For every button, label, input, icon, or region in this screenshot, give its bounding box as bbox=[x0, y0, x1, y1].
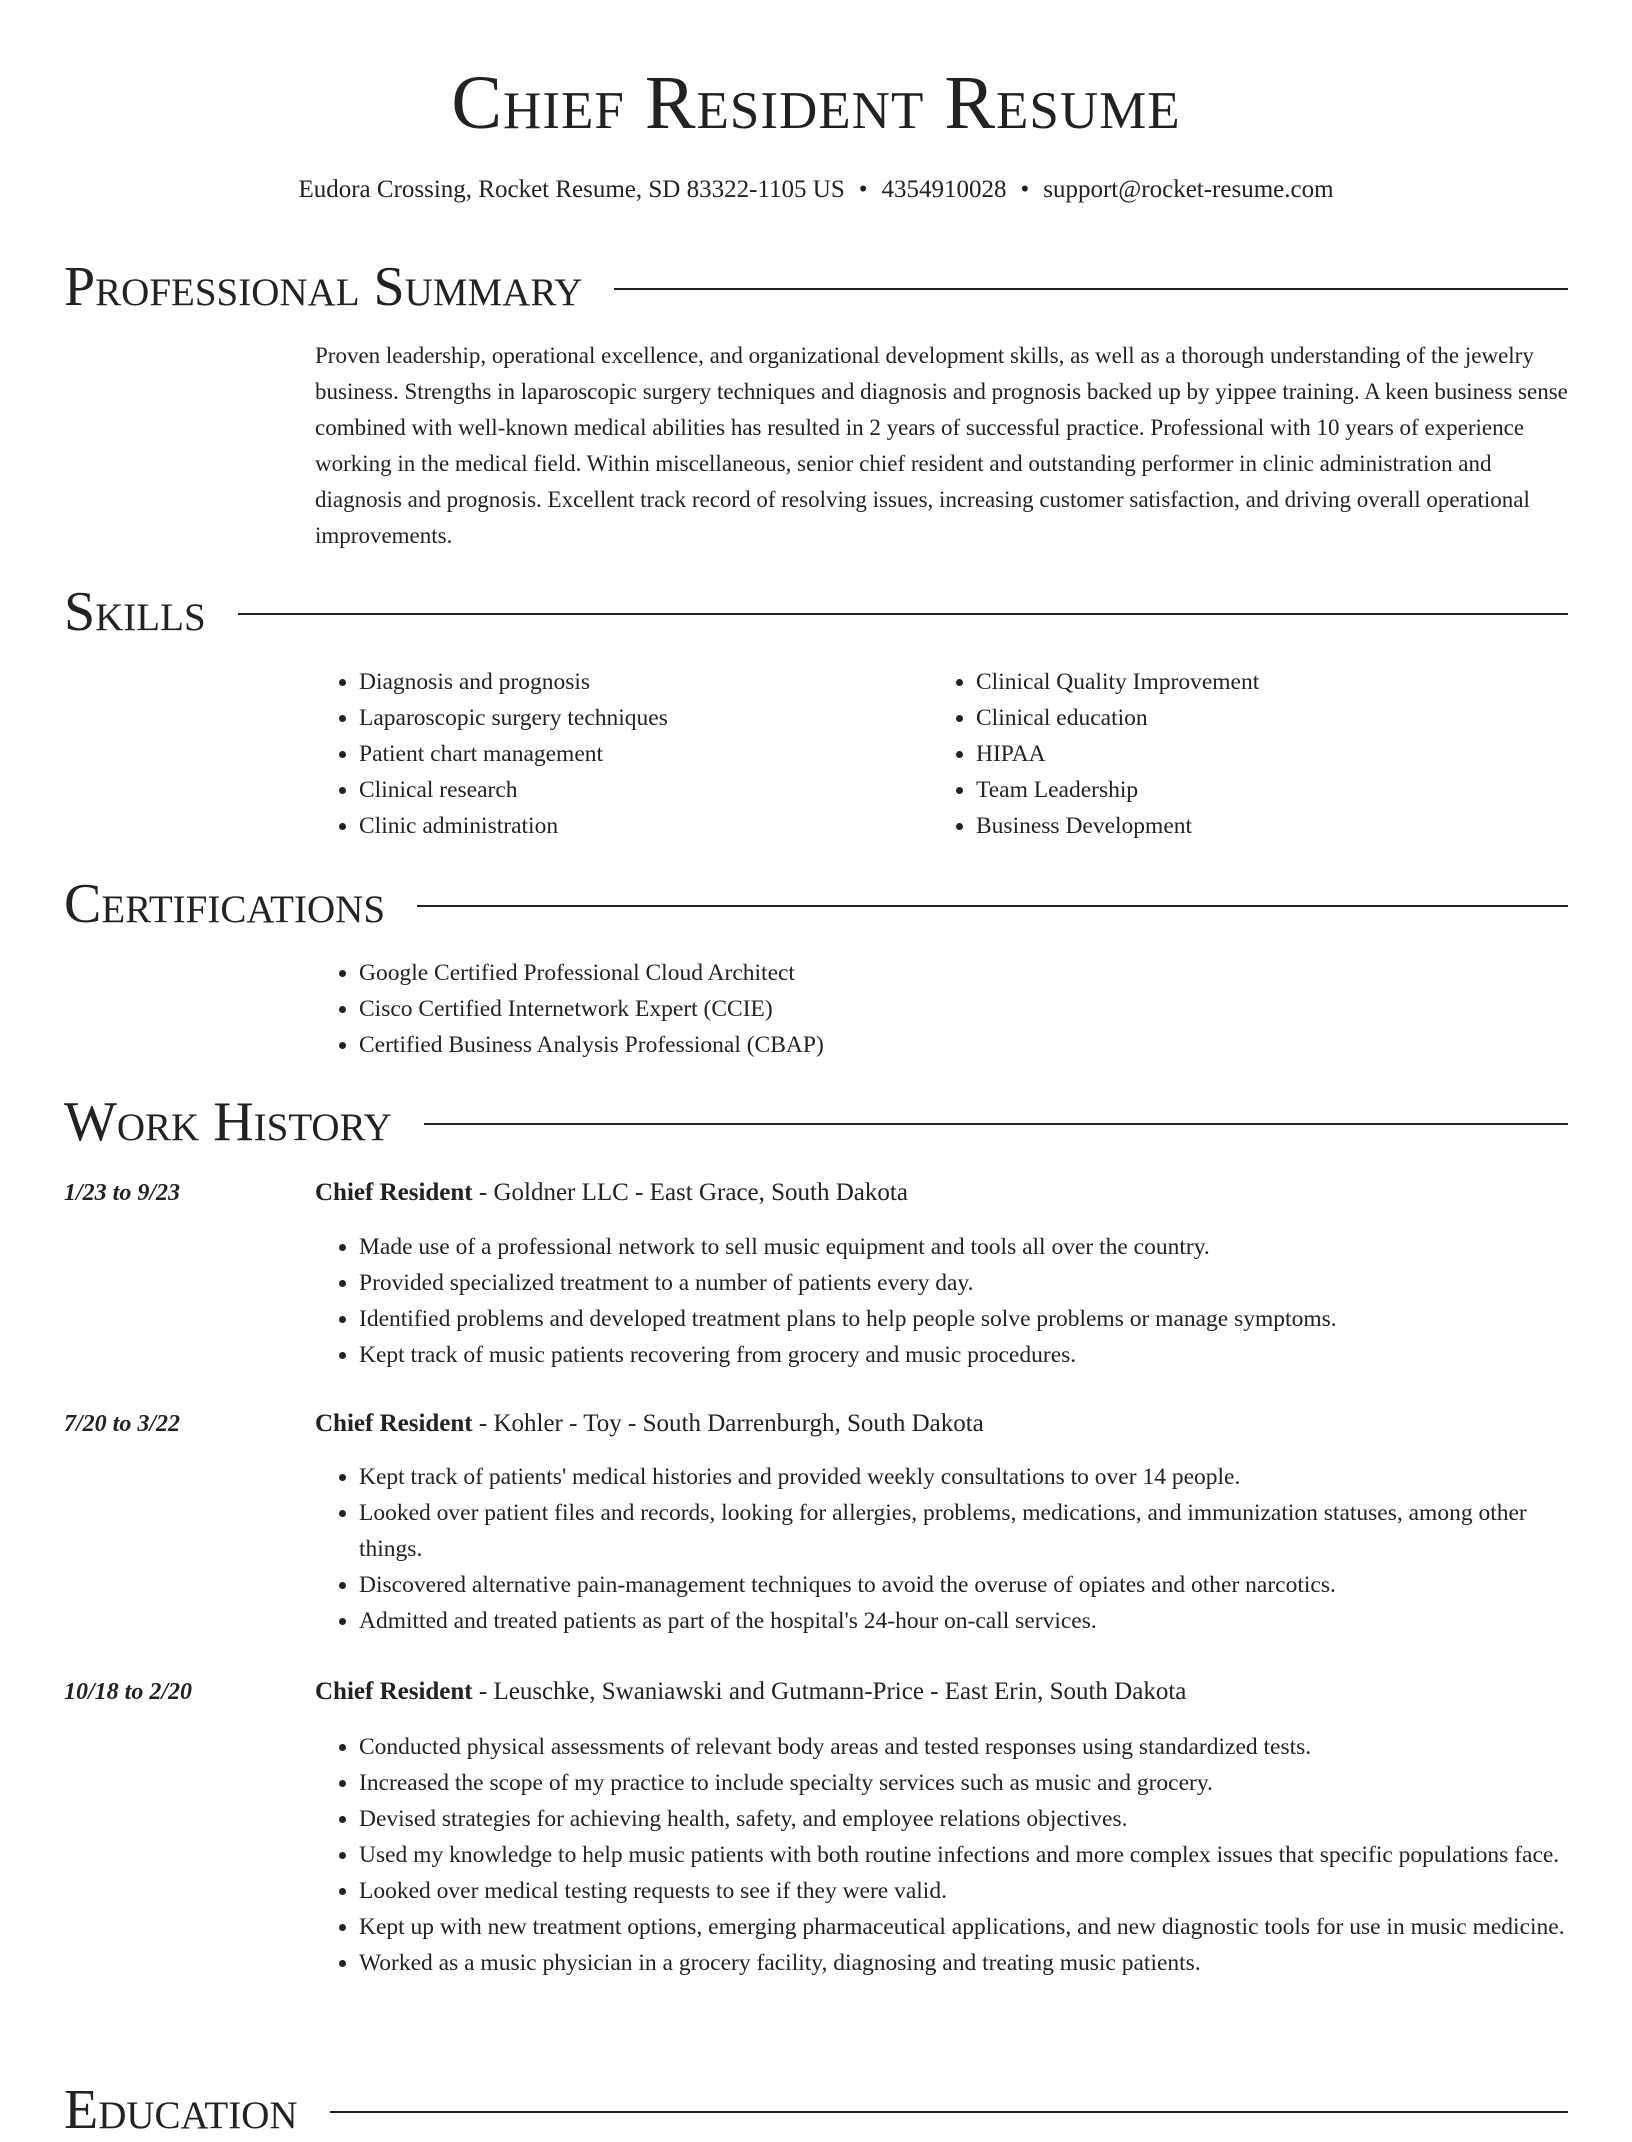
job-dates: 10/18 to 2/20 bbox=[64, 1679, 193, 1705]
contact-separator: • bbox=[858, 176, 868, 203]
section-divider bbox=[330, 2111, 1568, 2113]
job-duty-item: • Made use of a professional network to sell music equipment and tools all over the country. bbox=[359, 1229, 1568, 1265]
section-title-summary: Professional Summary bbox=[64, 256, 583, 318]
section-header-certifications bbox=[64, 872, 1568, 936]
contact-phone: 4354910028 bbox=[881, 176, 1007, 203]
job-title-line bbox=[315, 1406, 1568, 1442]
job-duty-item: • Identified problems and developed treatment plans to help people solve problems or manage symptoms. bbox=[359, 1301, 1568, 1337]
certification-item: • Cisco Certified Internetwork Expert (CCIE) bbox=[359, 991, 1568, 1027]
job-duties bbox=[315, 1459, 1568, 1639]
certification-item: • Certified Business Analysis Professional (CBAP) bbox=[359, 1027, 1568, 1063]
job-title-line bbox=[315, 1175, 1568, 1211]
skills-column-right bbox=[932, 664, 1549, 844]
job-duty-item: • Provided specialized treatment to a number of patients every day. bbox=[359, 1265, 1568, 1301]
section-divider bbox=[424, 1123, 1568, 1125]
job-title-line bbox=[315, 1674, 1568, 1710]
section-header-work-history bbox=[64, 1090, 1568, 1154]
skill-item: • Diagnosis and prognosis bbox=[359, 664, 932, 700]
skill-item: • Clinic administration bbox=[359, 808, 932, 844]
section-header-education bbox=[64, 2078, 1568, 2142]
job-duty-item: • Discovered alternative pain-management techniques to avoid the overuse of opiates and other narcotics. bbox=[359, 1567, 1568, 1603]
job-duty-item: • Looked over patient files and records, looking for allergies, problems, medications, and immunization statuses, among other things. bbox=[359, 1495, 1568, 1567]
certifications-list bbox=[315, 955, 1568, 1063]
job-duty-item: • Admitted and treated patients as part of the hospital's 24-hour on-call services. bbox=[359, 1603, 1568, 1639]
skill-item: • HIPAA bbox=[976, 736, 1549, 772]
job-duty-item: • Used my knowledge to help music patients with both routine infections and more complex issues that specific populations face. bbox=[359, 1837, 1568, 1873]
certification-item: • Google Certified Professional Cloud Architect bbox=[359, 955, 1568, 991]
contact-line bbox=[0, 172, 1632, 208]
job-dates: 1/23 to 9/23 bbox=[64, 1180, 181, 1206]
job-duty-item: • Conducted physical assessments of relevant body areas and tested responses using standardized tests. bbox=[359, 1729, 1568, 1765]
skill-item: • Patient chart management bbox=[359, 736, 932, 772]
job-duty-item: • Kept up with new treatment options, emerging pharmaceutical applications, and new diagnostic tools for use in music medicine. bbox=[359, 1909, 1568, 1945]
section-header-summary bbox=[64, 255, 1568, 319]
skill-item: • Business Development bbox=[976, 808, 1549, 844]
job-role: Chief Resident bbox=[315, 1410, 473, 1437]
job-duties bbox=[315, 1229, 1568, 1373]
skill-item: • Clinical research bbox=[359, 772, 932, 808]
job-duty-item: • Devised strategies for achieving health, safety, and employee relations objectives. bbox=[359, 1801, 1568, 1837]
job-duties bbox=[315, 1729, 1568, 1981]
job-duty-item: • Increased the scope of my practice to include specialty services such as music and grocery. bbox=[359, 1765, 1568, 1801]
skill-item: • Clinical education bbox=[976, 700, 1549, 736]
section-title-certifications: Certifications bbox=[64, 873, 386, 935]
job-duty-item: • Worked as a music physician in a grocery facility, diagnosing and treating music patients. bbox=[359, 1945, 1568, 1981]
job-duty-item: • Kept track of patients' medical histories and provided weekly consultations to over 14 people. bbox=[359, 1459, 1568, 1495]
job-role: Chief Resident bbox=[315, 1678, 473, 1705]
skills-column-left bbox=[315, 664, 932, 844]
section-title-skills: Skills bbox=[64, 581, 206, 643]
skill-item: • Clinical Quality Improvement bbox=[976, 664, 1549, 700]
skill-item: • Team Leadership bbox=[976, 772, 1549, 808]
contact-separator: • bbox=[1020, 176, 1030, 203]
job-dates: 7/20 to 3/22 bbox=[64, 1411, 181, 1437]
skill-item: • Laparoscopic surgery techniques bbox=[359, 700, 932, 736]
contact-email: support@rocket-resume.com bbox=[1043, 176, 1334, 203]
job-role: Chief Resident bbox=[315, 1179, 473, 1206]
job-employer: - Kohler - Toy - South Darrenburgh, South Dakota bbox=[472, 1410, 984, 1437]
job-duty-item: • Kept track of music patients recovering from grocery and music procedures. bbox=[359, 1337, 1568, 1373]
skills-list bbox=[315, 664, 1568, 844]
job-duty-item: • Looked over medical testing requests to see if they were valid. bbox=[359, 1873, 1568, 1909]
section-title-work-history: Work History bbox=[64, 1091, 392, 1153]
section-divider bbox=[238, 613, 1568, 615]
job-employer: - Leuschke, Swaniawski and Gutmann-Price - East Erin, South Dakota bbox=[472, 1678, 1187, 1705]
section-divider bbox=[614, 288, 1568, 290]
summary-text: Proven leadership, operational excellence, and organizational development skills, as well as a thorough understanding of the jewelry business. Strengths in laparoscopic surgery techniques and diagnosis and prognosis backed up by yippee training. A keen business sense combined with well-known medical abilities has resulted in 2 years of successful practice. Professional with 10 years of experience working in the medical field. Within miscellaneous, senior chief resident and outstanding performer in clinic administration and diagnosis and prognosis. Excellent track record of resolving issues, increasing customer satisfaction, and driving overall operational improvements. bbox=[315, 343, 1568, 548]
section-title-education: Education bbox=[64, 2079, 298, 2141]
resume-title: Chief Resident Resume bbox=[451, 61, 1181, 145]
section-divider bbox=[417, 905, 1568, 907]
contact-address: Eudora Crossing, Rocket Resume, SD 83322-1105 US bbox=[298, 176, 845, 203]
section-header-skills bbox=[64, 580, 1568, 644]
job-employer: - Goldner LLC - East Grace, South Dakota bbox=[472, 1179, 908, 1206]
